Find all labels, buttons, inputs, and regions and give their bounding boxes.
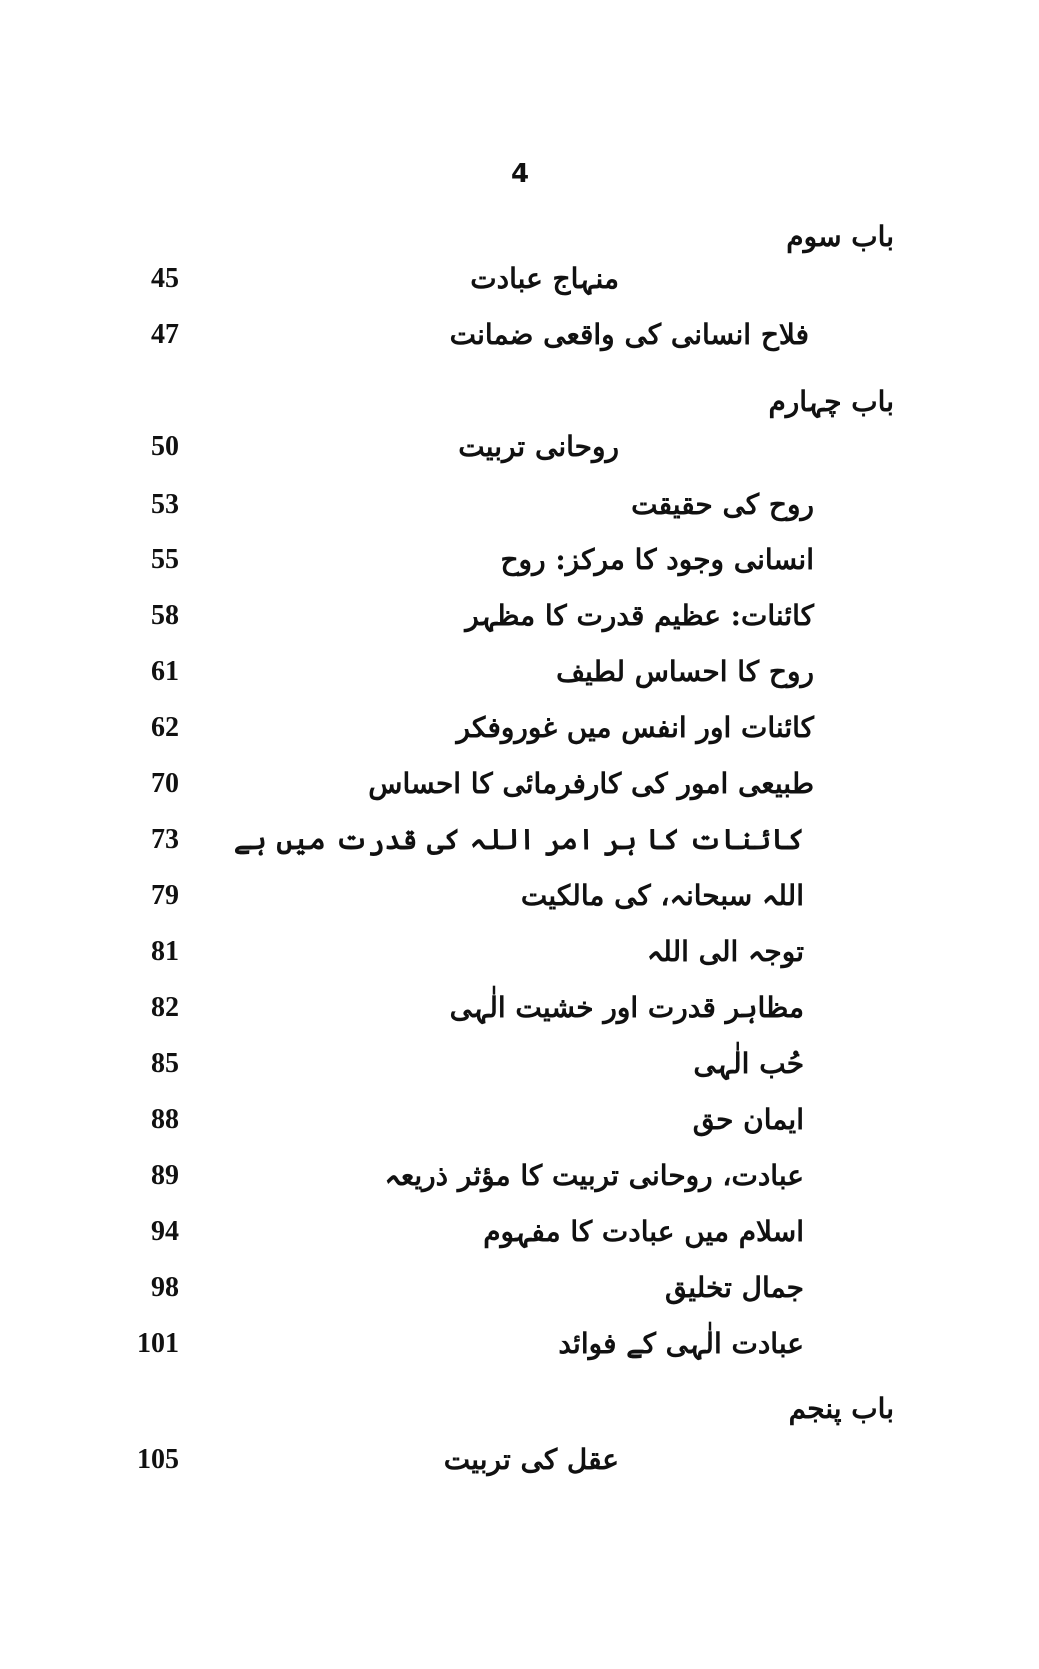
toc-entry-page: 62 xyxy=(151,712,179,743)
toc-entry xyxy=(0,1205,1039,1259)
toc-entry-title: انسانی وجود کا مرکز: روح xyxy=(500,543,814,576)
toc-entry-page: 58 xyxy=(151,600,179,631)
toc-entry-page: 88 xyxy=(151,1104,179,1135)
toc-entry-page: 61 xyxy=(151,656,179,687)
toc-entry-title: فلاح انسانی کی واقعی ضمانت xyxy=(449,318,809,351)
toc-entry xyxy=(0,701,1039,755)
toc-entry-title: عقل کی تربیت xyxy=(443,1443,619,1476)
toc-entry-page: 94 xyxy=(151,1216,179,1247)
toc-entry-page: 105 xyxy=(137,1444,179,1475)
page-number: 4 xyxy=(510,159,530,189)
toc-entry-page: 53 xyxy=(151,489,179,520)
toc-entry-page: 89 xyxy=(151,1160,179,1191)
toc-entry-page: 82 xyxy=(151,992,179,1023)
toc-entry xyxy=(0,757,1039,811)
toc-entry-title: طبیعی امور کی کارفرمائی کا احساس xyxy=(368,767,814,800)
toc-entry xyxy=(0,925,1039,979)
toc-entry-page: 70 xyxy=(151,768,179,799)
toc-entry xyxy=(0,1317,1039,1371)
toc-entry xyxy=(0,1433,1039,1487)
toc-entry-page: 81 xyxy=(151,936,179,967)
toc-entry-page: 73 xyxy=(151,824,179,855)
toc-entry xyxy=(0,1093,1039,1147)
toc-entry xyxy=(0,1149,1039,1203)
toc-entry-title: باب پنجم xyxy=(788,1392,894,1425)
toc-entry-title: کائنات کا ہر امر اللہ کی قدرت میں ہے xyxy=(233,823,804,856)
toc-entry-title: باب سوم xyxy=(786,220,894,253)
chapter-heading xyxy=(0,1382,1039,1436)
toc-entry xyxy=(0,1037,1039,1091)
toc-entry-title: کائنات: عظیم قدرت کا مظہر xyxy=(465,599,814,632)
toc-entry-title: روح کی حقیقت xyxy=(631,488,814,521)
toc-entry-title: جمال تخلیق xyxy=(664,1271,804,1304)
toc-entry-title: ایمان حق xyxy=(692,1103,804,1136)
toc-entry-title: منہاج عبادت xyxy=(470,262,619,295)
toc-entry-title: عبادت الٰہی کے فوائد xyxy=(558,1327,804,1360)
toc-entry-title: روحانی تربیت xyxy=(458,430,619,463)
toc-entry-title: توجہ الی اللہ xyxy=(646,935,804,968)
toc-entry xyxy=(0,981,1039,1035)
toc-entry xyxy=(0,478,1039,532)
toc-entry-title: حُب الٰہی xyxy=(693,1047,804,1080)
toc-entry xyxy=(0,813,1039,867)
toc-entry-page: 50 xyxy=(151,431,179,462)
toc-entry xyxy=(0,308,1039,362)
toc-entry xyxy=(0,420,1039,474)
toc-entry xyxy=(0,252,1039,306)
toc-entry-page: 79 xyxy=(151,880,179,911)
toc-entry-page: 98 xyxy=(151,1272,179,1303)
toc-entry-title: اللہ سبحانہ، کی مالکیت xyxy=(520,879,804,912)
toc-entry-page: 101 xyxy=(137,1328,179,1359)
toc-entry-title: اسلام میں عبادت کا مفہوم xyxy=(483,1215,804,1248)
toc-entry xyxy=(0,645,1039,699)
toc-entry-title: عبادت، روحانی تربیت کا مؤثر ذریعہ xyxy=(384,1159,804,1192)
toc-entry-title: مظاہر قدرت اور خشیت الٰہی xyxy=(449,991,804,1024)
toc-entry-page: 45 xyxy=(151,263,179,294)
toc-entry xyxy=(0,1261,1039,1315)
toc-entry-title: کائنات اور انفس میں غوروفکر xyxy=(456,711,814,744)
toc-entry-page: 47 xyxy=(151,319,179,350)
toc-entry-page: 85 xyxy=(151,1048,179,1079)
toc-entry xyxy=(0,589,1039,643)
toc-entry xyxy=(0,533,1039,587)
toc-entry xyxy=(0,869,1039,923)
toc-entry-title: روح کا احساس لطیف xyxy=(556,655,814,688)
toc-entry-title: باب چہارم xyxy=(768,385,894,418)
toc-entry-page: 55 xyxy=(151,544,179,575)
